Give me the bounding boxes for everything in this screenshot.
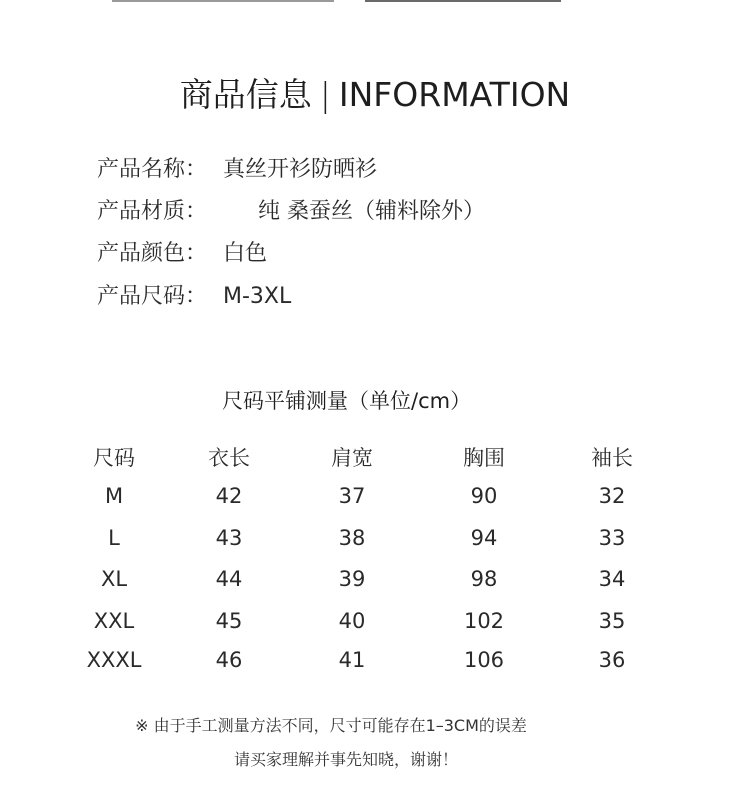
table-cell: M — [104, 484, 124, 508]
table-cell: 94 — [470, 526, 498, 550]
table-cell: 39 — [338, 567, 366, 591]
title-english: INFORMATION — [338, 75, 571, 114]
table-cell: 38 — [338, 526, 366, 550]
info-label: 产品尺码： — [97, 284, 208, 309]
info-value: 真丝开衫防晒衫 — [223, 157, 378, 182]
table-cell: 42 — [215, 484, 243, 508]
size-table-title: 尺码平铺测量（单位/cm） — [222, 389, 472, 413]
table-cell: 45 — [215, 609, 243, 633]
info-value: 白色 — [223, 241, 268, 266]
size-table — [0, 436, 750, 686]
table-cell: XXXL — [86, 648, 142, 672]
title-chinese: 商品信息 — [179, 75, 312, 114]
top-image-edge-right — [365, 0, 561, 2]
table-cell: 34 — [598, 567, 626, 591]
info-row-size — [97, 282, 291, 312]
table-cell: L — [108, 526, 120, 550]
table-cell: 102 — [463, 609, 505, 633]
title-separator: | — [319, 75, 331, 114]
table-cell: 36 — [598, 648, 626, 672]
info-value: M-3XL — [223, 284, 292, 309]
table-cell: 40 — [338, 609, 366, 633]
page-title — [0, 73, 750, 117]
table-cell: 98 — [470, 567, 498, 591]
table-cell: XL — [100, 567, 128, 591]
table-cell: 106 — [463, 648, 505, 672]
info-value: 纯 桑蚕丝（辅料除外） — [258, 199, 485, 224]
table-cell: 32 — [598, 484, 626, 508]
table-header-cell: 衣长 — [208, 446, 250, 470]
info-row-color — [97, 239, 267, 269]
info-label: 产品颜色： — [97, 241, 208, 266]
table-header-cell: 尺码 — [93, 446, 135, 470]
table-cell: 46 — [215, 648, 243, 672]
table-cell: XXL — [93, 609, 135, 633]
table-header-cell: 肩宽 — [331, 446, 373, 470]
table-cell: 37 — [338, 484, 366, 508]
table-cell: 35 — [598, 609, 626, 633]
info-label: 产品材质： — [97, 199, 208, 224]
measurement-note: ※ 由于手工测量方法不同，尺寸可能存在1–3CM的误差 — [135, 716, 527, 735]
info-row-product-name — [97, 155, 377, 185]
table-cell: 44 — [215, 567, 243, 591]
table-cell: 41 — [338, 648, 366, 672]
info-row-material — [97, 197, 485, 227]
top-image-edge-left — [112, 0, 334, 2]
info-label: 产品名称： — [97, 157, 208, 182]
table-header-cell: 胸围 — [463, 446, 505, 470]
table-cell: 43 — [215, 526, 243, 550]
thanks-note: 请买家理解并事先知晓，谢谢！ — [233, 750, 458, 769]
table-cell: 33 — [598, 526, 626, 550]
table-cell: 90 — [470, 484, 498, 508]
table-header-cell: 袖长 — [591, 446, 633, 470]
